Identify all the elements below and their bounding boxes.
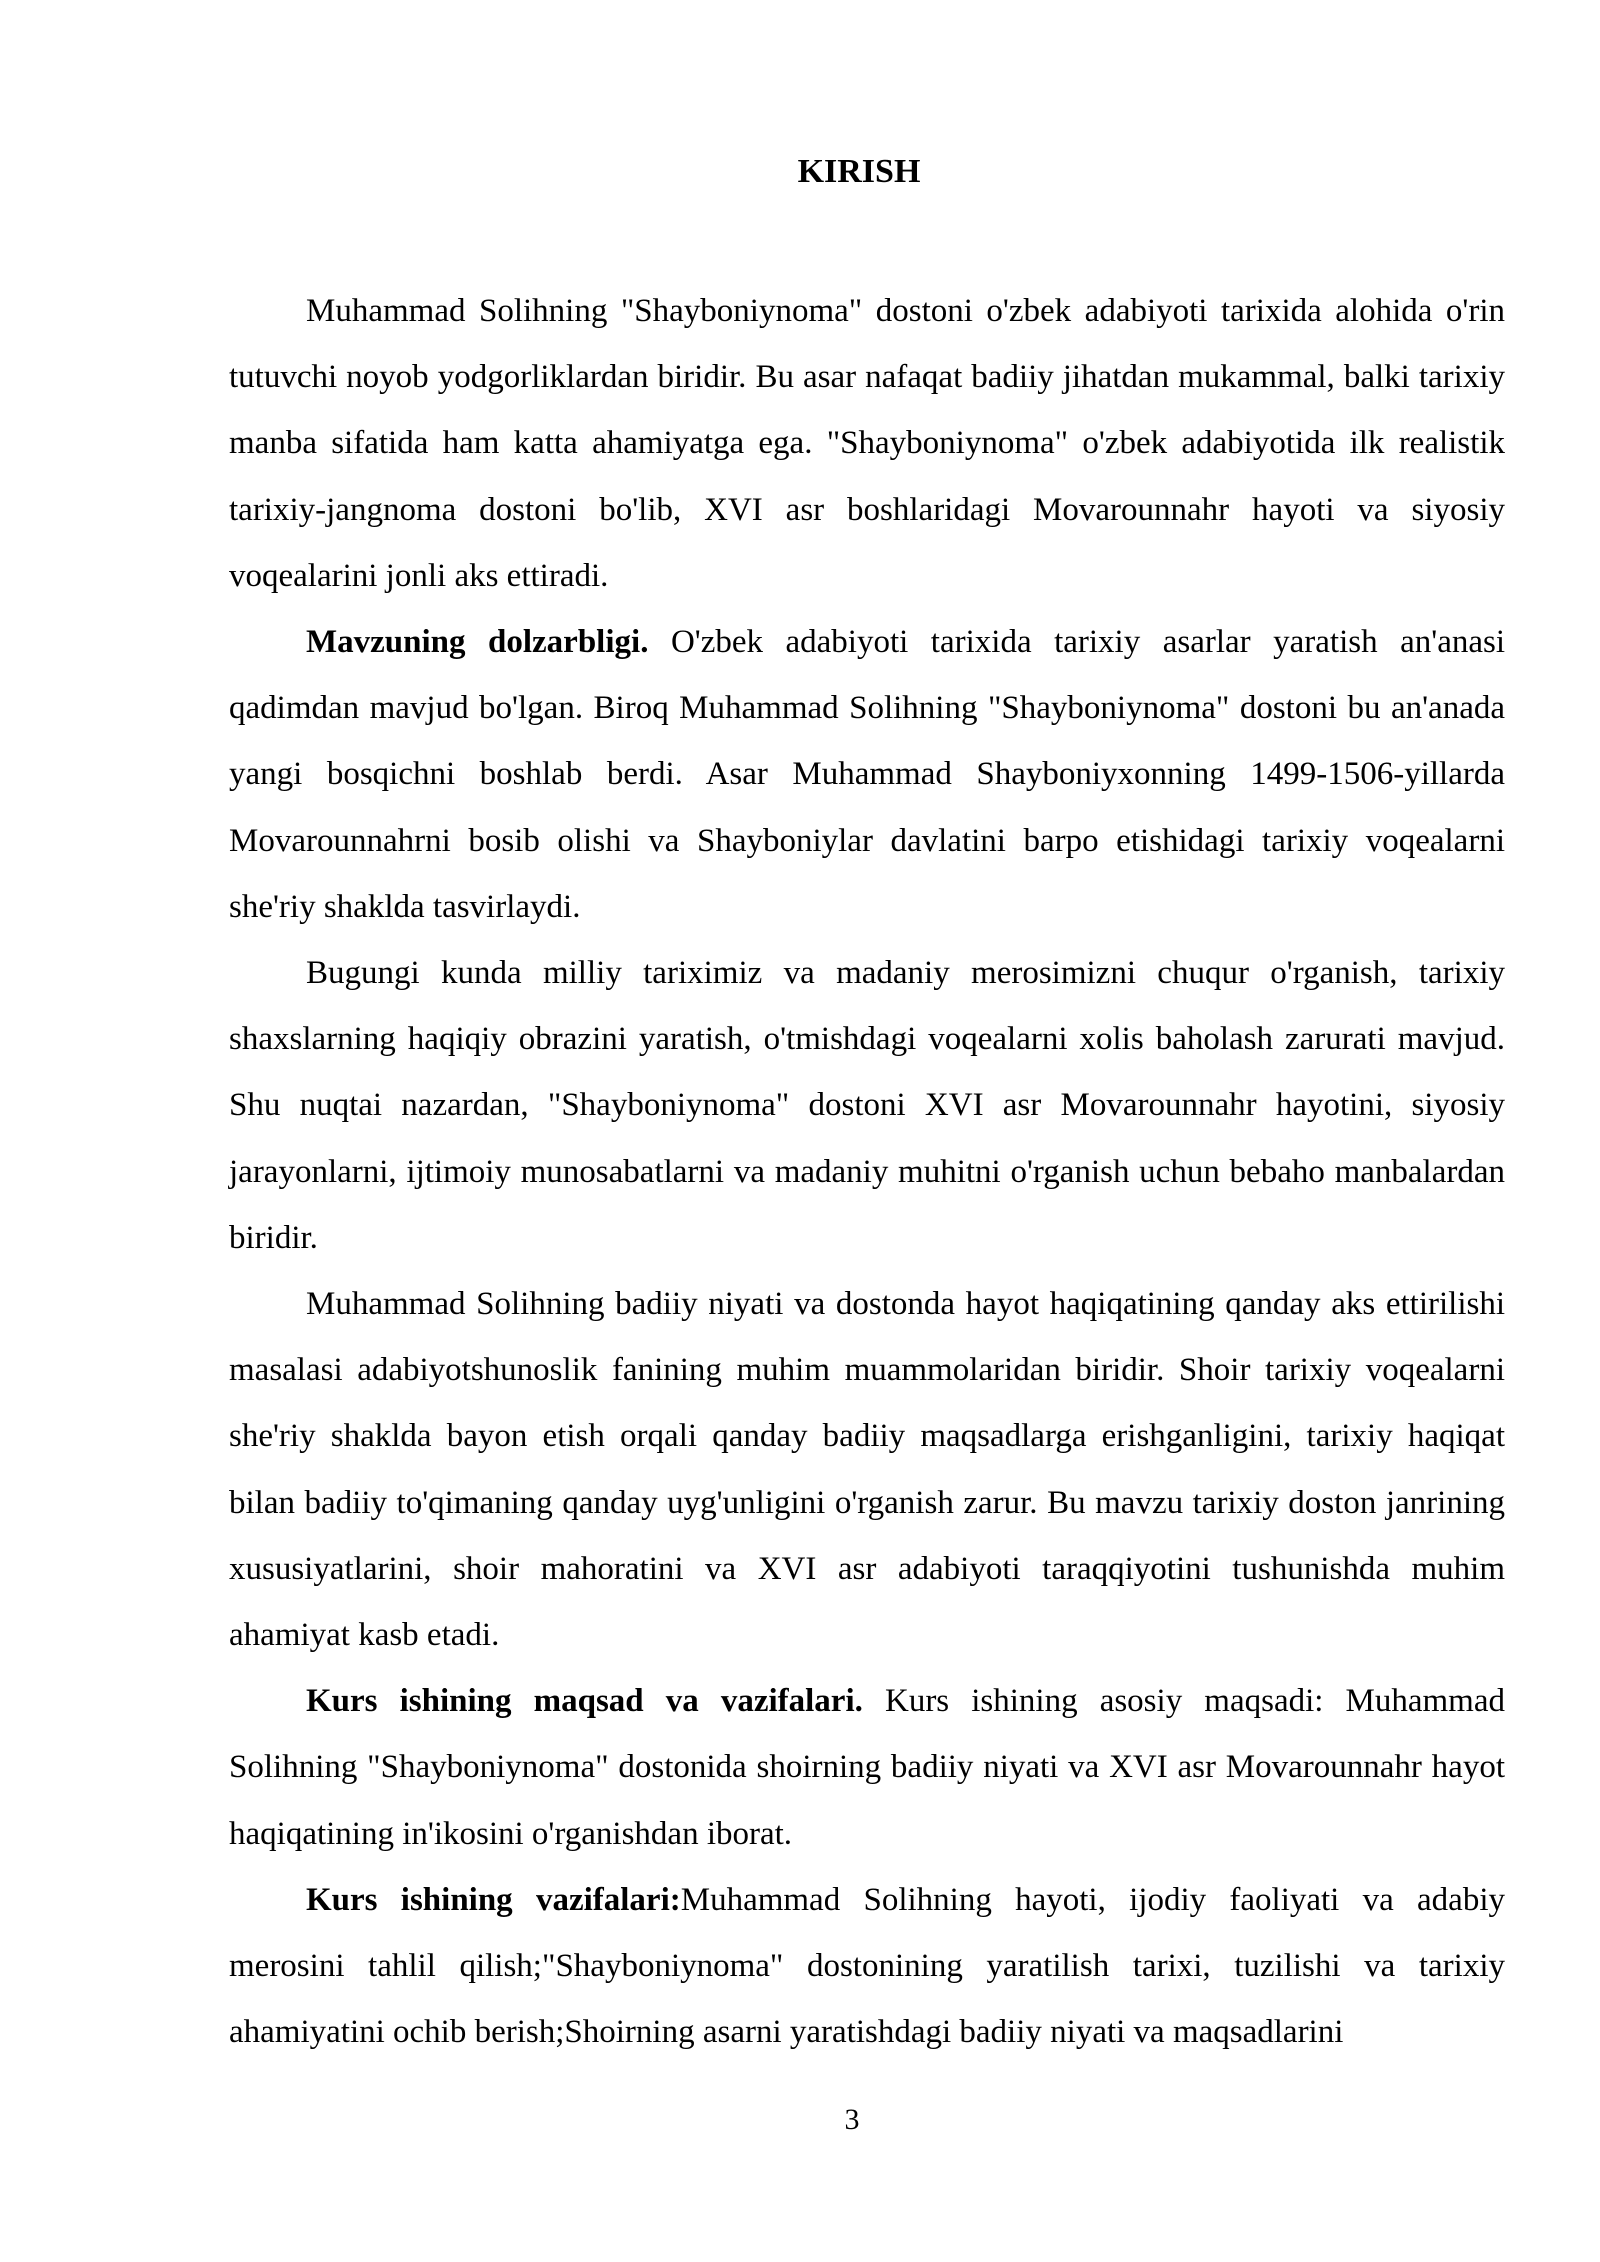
document-body — [229, 278, 1505, 2065]
page-number: 3 — [844, 2103, 860, 2136]
paragraph-text: Muhammad Solihning hayoti, ijodiy faoliyati va adabiy merosini tahlil qilish;"Shayboniynoma" dostonining yaratilish tarixi, tuzilishi va tarixiy ahamiyatini ochib berish;Shoirning asarni yaratishdagi badiiy niyati va maqsadlarini — [229, 1881, 1505, 2051]
paragraph-lead: Kurs ishining maqsad va vazifalari. — [306, 1683, 863, 1720]
paragraph-text: Kurs ishining asosiy maqsadi: Muhammad Solihning "Shayboniynoma" dostonida shoirning badiiy niyati va XVI asr Movarounnahr hayot haqiqatining in'ikosini o'rganishdan iborat. — [229, 1683, 1505, 1852]
paragraph-lead: Kurs ishining vazifalari: — [306, 1881, 681, 1918]
section-title: KIRISH — [797, 153, 921, 190]
paragraph-text: Muhammad Solihning "Shayboniynoma" dostoni o'zbek adabiyoti tarixida alohida o'rin tutuvchi noyob yodgorliklardan biridir. Bu asar nafaqat badiiy jihatdan mukammal, balki tarixiy manba sifatida ham katta ahamiyatga ega. "Shayboniynoma" o'zbek adabiyotida ilk realistik tarixiy-jangnoma dostoni bo'lib, XVI asr boshlaridagi Movarounnahr hayoti va siyosiy voqealarini jonli aks ettiradi. — [229, 293, 1505, 594]
paragraph-artistic-intent — [229, 1271, 1505, 1668]
paragraph-tasks — [229, 1867, 1505, 2066]
paragraph-goals — [229, 1668, 1505, 1867]
paragraph-relevance — [229, 609, 1505, 940]
paragraph-heritage — [229, 940, 1505, 1271]
paragraph-text: O'zbek adabiyoti tarixida tarixiy asarlar yaratish an'anasi qadimdan mavjud bo'lgan. Biroq Muhammad Solihning "Shayboniynoma" dostoni bu an'anada yangi bosqichni boshlab berdi. Asar Muhammad Shayboniyxonning 1499-1506-yillarda Movarounnahrni bosib olishi va Shayboniylar davlatini barpo etishidagi tarixiy voqealarni she'riy shaklda tasvirlaydi. — [229, 624, 1506, 925]
paragraph-lead: Mavzuning dolzarbligi. — [306, 624, 649, 661]
paragraph-intro — [229, 278, 1505, 609]
paragraph-text: Bugungi kunda milliy tariximiz va madaniy merosimizni chuqur o'rganish, tarixiy shaxslarning haqiqiy obrazini yaratish, o'tmishdagi voqealarni xolis baholash zarurati mavjud. Shu nuqtai nazardan, "Shayboniynoma" dostoni XVI asr Movarounnahr hayotini, siyosiy jarayonlarni, ijtimoiy munosabatlarni va madaniy muhitni o'rganish uchun bebaho manbalardan biridir. — [229, 955, 1505, 1256]
paragraph-text: Muhammad Solihning badiiy niyati va dostonda hayot haqiqatining qanday aks ettirilishi masalasi adabiyotshunoslik fanining muhim muammolaridan biridir. Shoir tarixiy voqealarni she'riy shaklda bayon etish orqali qanday badiiy maqsadlarga erishganligini, tarixiy haqiqat bilan badiiy to'qimaning qanday uyg'unligini o'rganish zarur. Bu mavzu tarixiy doston janrining xususiyatlarini, shoir mahoratini va XVI asr adabiyoti taraqqiyotini tushunishda muhim ahamiyat kasb etadi. — [229, 1286, 1505, 1654]
